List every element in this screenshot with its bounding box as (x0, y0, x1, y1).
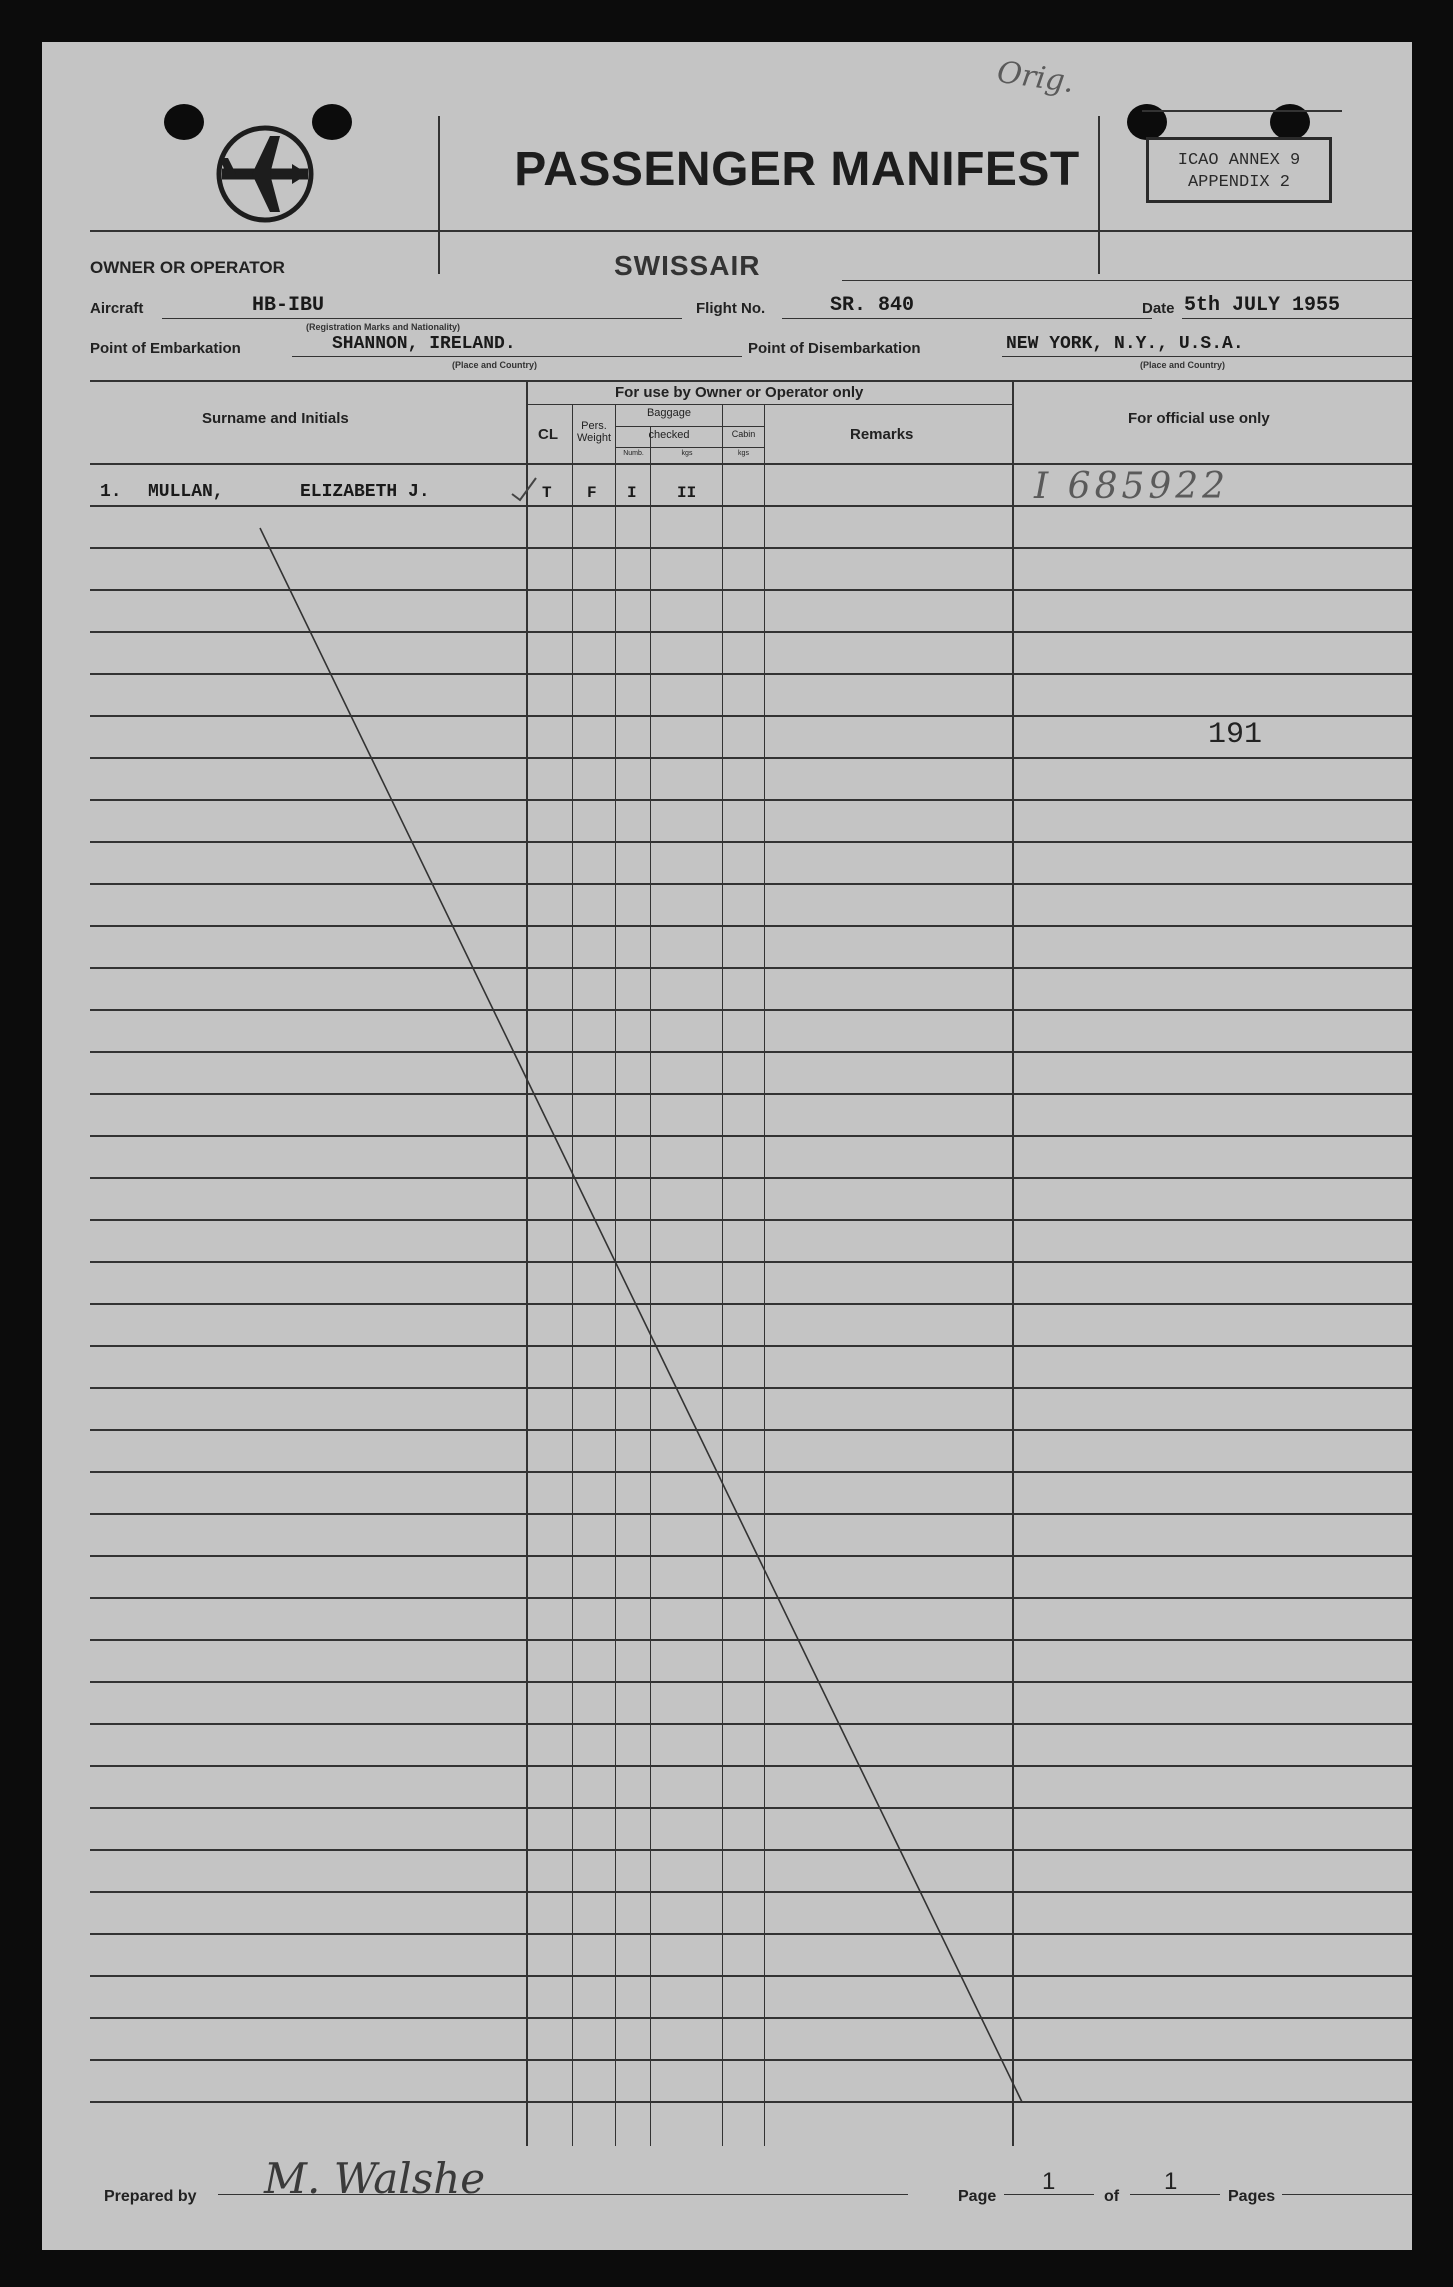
cabin-kgs-header: kgs (738, 450, 749, 457)
official-header: For official use only (1128, 410, 1270, 427)
date-value: 5th JULY 1955 (1184, 294, 1341, 317)
surname-header: Surname and Initials (202, 410, 349, 427)
disembark-value: NEW YORK, N.Y., U.S.A. (1006, 334, 1244, 354)
flight-label: Flight No. (696, 300, 766, 317)
kgs-header: kgs (681, 450, 693, 457)
icao-line: ICAO ANNEX 9 (1177, 151, 1301, 170)
remarks-header: Remarks (850, 426, 914, 443)
underline (1282, 2194, 1412, 2195)
page-label: Page (958, 2188, 997, 2205)
passenger-surname: MULLAN, (148, 482, 224, 502)
date-label: Date (1142, 300, 1175, 317)
page-title: PASSENGER MANIFEST (514, 143, 1080, 196)
manifest-sheet (42, 42, 1412, 2250)
page-value: 1 (1042, 2168, 1056, 2195)
owner-use-header: For use by Owner or Operator only (615, 384, 864, 401)
baggage-header: Baggage (646, 407, 692, 419)
icao-line: APPENDIX 2 (1187, 173, 1291, 192)
aircraft-value: HB-IBU (252, 294, 325, 317)
baggage-kgs: II (677, 484, 697, 502)
baggage-number: I (627, 484, 637, 502)
embark-note: (Place and Country) (452, 360, 538, 370)
total-pages-value: 1 (1164, 2168, 1178, 2195)
prepared-label: Prepared by (104, 2188, 197, 2205)
passenger-weight: F (587, 484, 597, 502)
aircraft-note: (Registration Marks and Nationality) (306, 322, 461, 332)
official-stamp-number: 191 (1208, 718, 1263, 752)
flight-value: SR. 840 (830, 294, 915, 317)
cancellation-stroke (42, 42, 1412, 2250)
disembark-label: Point of Disembarkation (748, 340, 921, 357)
numb-header: Numb. (623, 450, 644, 457)
cabin-header: Cabin (731, 429, 756, 439)
official-number: I 685922 (1034, 466, 1230, 507)
passenger-class: T (542, 484, 552, 502)
owner-label: OWNER OR OPERATOR (90, 258, 285, 277)
corner-note: Orig. (994, 54, 1077, 101)
passenger-given-name: ELIZABETH J. (300, 482, 430, 502)
disembark-note: (Place and Country) (1140, 360, 1226, 370)
cl-header: CL (538, 426, 558, 443)
aircraft-label: Aircraft (90, 300, 144, 317)
checked-header: checked (648, 429, 690, 441)
prepared-signature: M. Walshe (264, 2154, 486, 2203)
embark-value: SHANNON, IRELAND. (332, 334, 516, 354)
pers-weight-header: Pers. Weight (576, 420, 612, 444)
of-label: of (1104, 2188, 1120, 2205)
embark-label: Point of Embarkation (90, 340, 241, 357)
row-number: 1. (100, 482, 122, 502)
pages-label: Pages (1228, 2188, 1276, 2205)
owner-value: SWISSAIR (614, 250, 761, 281)
